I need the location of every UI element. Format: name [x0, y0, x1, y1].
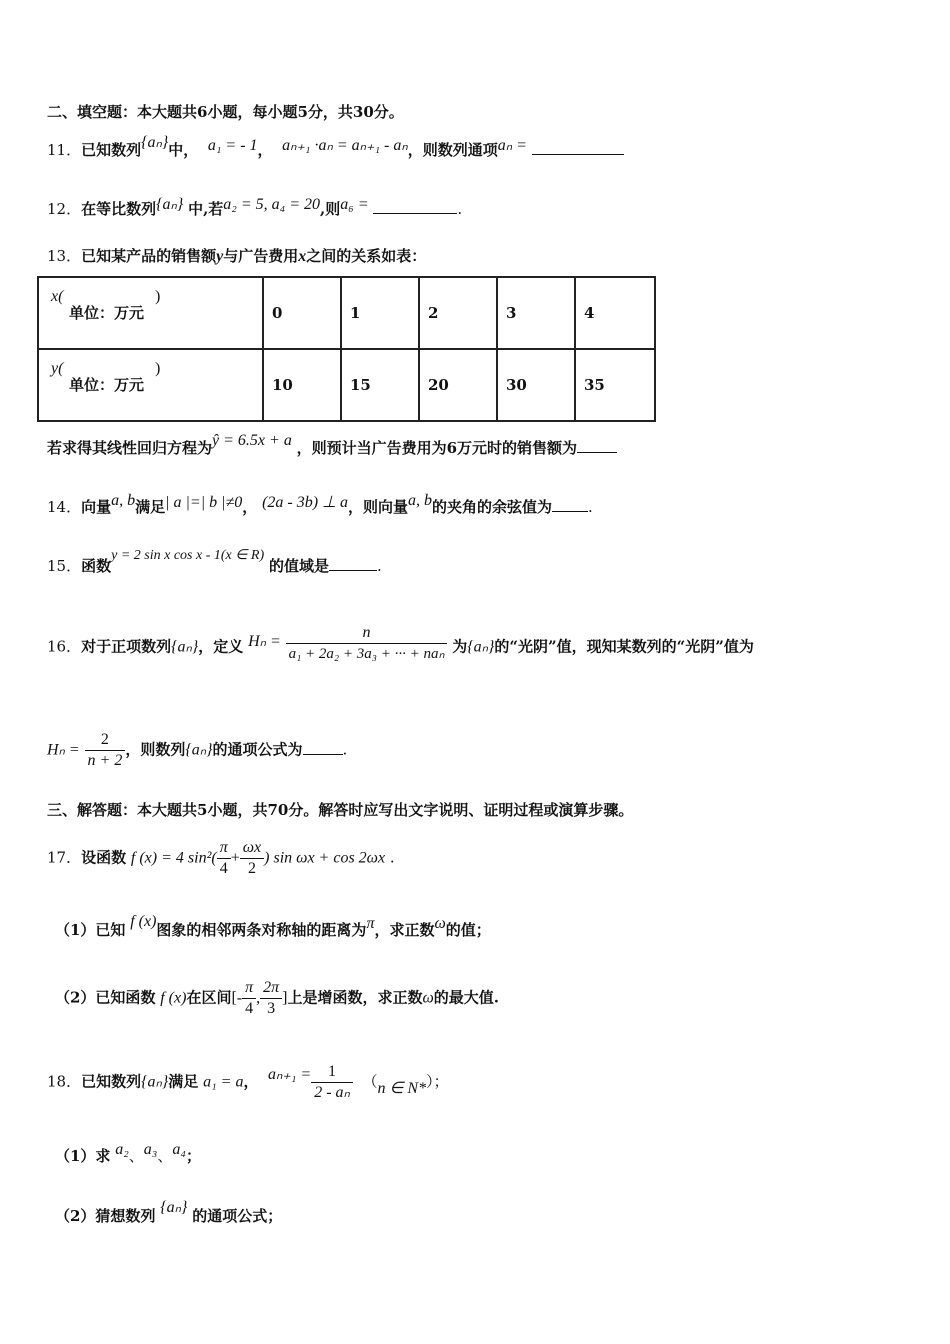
q17-1-text: 图象的相邻两条对称轴的距离为	[156, 921, 367, 939]
question-12	[47, 196, 463, 220]
fraction-pi-4	[217, 838, 231, 879]
q13-text: 之间的关系如表：	[306, 247, 427, 265]
a3: a₃	[143, 1141, 158, 1158]
table-cell: 10	[263, 349, 341, 421]
question-16	[47, 624, 754, 668]
fraction-numerator: 1	[311, 1062, 353, 1083]
question-13	[47, 246, 426, 267]
q11-text: ，	[257, 141, 273, 159]
section-2-heading: 二、填空题：本大题共6小题，每小题5分，共30分。	[47, 103, 404, 121]
paren-close: )	[155, 288, 161, 305]
pi: π	[366, 915, 375, 932]
q18-text: 已知数列	[81, 1072, 142, 1091]
question-14	[47, 492, 593, 518]
hn-fraction	[286, 623, 448, 664]
question-number: 17．	[47, 848, 82, 867]
answer-blank	[329, 556, 377, 571]
hn-label: Hₙ =	[47, 741, 80, 759]
q16-text: 对于正项数列	[81, 637, 172, 656]
part-label: （1）已知	[55, 921, 126, 939]
q14-text: 满足	[135, 498, 166, 516]
function-expr: ) sin ωx + cos 2ωx	[264, 849, 386, 867]
q17-period: .	[389, 848, 395, 867]
q16-text: ，定义	[198, 637, 244, 656]
fraction-numerator: n	[286, 623, 448, 644]
question-18-part-1	[55, 1141, 201, 1167]
fraction-pi-4	[242, 978, 256, 1019]
fraction-denominator: 4	[219, 860, 228, 877]
q13-var-y: y	[216, 248, 224, 265]
answer-blank	[552, 497, 588, 512]
fraction-denominator: 3	[267, 1000, 276, 1017]
q16b-period: .	[342, 740, 348, 759]
perpendicular-condition: (2a - 3b) ⊥ a	[262, 494, 349, 511]
omega: ω	[434, 915, 446, 932]
q11-text: ，则数列通项	[407, 141, 498, 159]
table-header-y	[38, 349, 263, 421]
magnitude-condition: | a |=| b |≠0	[165, 494, 243, 511]
hn-label: Hₙ =	[248, 632, 281, 650]
q14-text: 向量	[81, 498, 112, 516]
question-number: 11．	[47, 141, 82, 159]
question-number: 12．	[47, 200, 82, 218]
q18-text: ，	[243, 1072, 259, 1091]
table-cell: 20	[419, 349, 497, 421]
q16b-text: ，则数列	[125, 740, 186, 759]
answer-blank	[373, 199, 457, 214]
q18-2-text: 的通项公式；	[192, 1207, 283, 1225]
paren-close: ）；	[426, 1072, 449, 1091]
question-number: 13．	[47, 247, 82, 265]
var-label: x(	[51, 288, 64, 305]
question-18-part-2	[55, 1199, 283, 1227]
q14-text: ，则向量	[348, 498, 409, 516]
q17-1-text: ，求正数	[374, 921, 435, 939]
q12-text: 在等比数列	[81, 200, 157, 218]
q13b-text: 若求得其线性回归方程为	[47, 439, 213, 457]
table-cell: 15	[341, 349, 419, 421]
q11-recurrence: aₙ₊₁ ·aₙ = aₙ₊₁ - aₙ	[282, 137, 408, 154]
fraction-2pi-3	[260, 978, 282, 1019]
table-cell: 4	[575, 277, 655, 349]
table-cell: 35	[575, 349, 655, 421]
section-3-heading: 三、解答题：本大题共5小题，共70分。解答时应写出文字说明、证明过程或演算步骤。	[47, 801, 634, 819]
sequence: {aₙ}	[467, 638, 495, 656]
var-label: y(	[51, 360, 64, 377]
paren-close: )	[155, 360, 161, 377]
unit-label: 单位：万元	[69, 304, 145, 322]
q11-text: 中，	[168, 141, 199, 159]
q13-text: 与广告费用	[223, 247, 299, 265]
question-18	[47, 1062, 449, 1103]
question-number: 16．	[47, 637, 82, 656]
natural-number-condition: n ∈ N*	[377, 1079, 427, 1097]
sequence: {aₙ}	[141, 1073, 169, 1091]
question-16-given	[47, 730, 347, 771]
question-15	[47, 548, 382, 578]
fraction-denominator: 4	[245, 1000, 254, 1017]
question-number: 14．	[47, 498, 82, 516]
comma: ,	[256, 989, 261, 1007]
question-17-part-2	[55, 978, 499, 1019]
function-f: f (x)	[160, 989, 187, 1007]
q14-text: ，	[242, 498, 258, 516]
initial-value: a₁ = a	[203, 1073, 244, 1091]
function-expr: y = 2 sin x cos x - 1(x ∈ R)	[111, 548, 265, 563]
table-row-y	[38, 349, 655, 421]
fraction-numerator: π	[217, 838, 231, 859]
q11-an: aₙ =	[497, 137, 527, 154]
a2: a₂	[115, 1141, 129, 1158]
q13b-text: ，则预计当广告费用为6万元时的销售额为	[296, 439, 578, 457]
interval-close: ]	[282, 989, 288, 1007]
function-expr: f (x) = 4 sin²(	[130, 849, 217, 867]
omega: ω	[422, 989, 434, 1007]
q17-2-text: 上是增函数，求正数	[287, 988, 423, 1007]
recurrence-lhs: aₙ₊₁ =	[268, 1065, 312, 1083]
question-13-regression	[47, 432, 617, 459]
q14-text: 的夹角的余弦值为	[432, 498, 553, 516]
table-cell: 30	[497, 349, 575, 421]
q15-text: 的值域是	[268, 557, 329, 575]
regression-equation: ŷ = 6.5x + a	[212, 432, 292, 449]
fraction-numerator: 2	[85, 730, 126, 751]
fraction-denominator: 2	[247, 860, 256, 877]
q12-given: a₂ = 5, a₄ = 20	[223, 196, 321, 213]
sequence: {aₙ}	[171, 638, 199, 656]
q11-text: 已知数列	[81, 141, 142, 159]
q14-period: .	[588, 498, 593, 516]
sequence: {aₙ}	[185, 741, 213, 759]
q16-text: 的“光阴”值，现知某数列的“光阴”值为	[494, 637, 754, 656]
table-cell: 1	[341, 277, 419, 349]
answer-blank	[303, 740, 343, 755]
fraction-wx-2	[240, 838, 264, 879]
question-number: 18．	[47, 1072, 82, 1091]
function-f: f (x)	[130, 913, 157, 930]
q16b-text: 的通项公式为	[212, 740, 303, 759]
unit-label: 单位：万元	[69, 376, 145, 394]
a4: a₄	[172, 1141, 186, 1158]
fraction-numerator: 2π	[260, 978, 282, 999]
q17-1-text: 的值；	[445, 921, 491, 939]
q12-text: 中,若	[188, 200, 224, 218]
q15-period: .	[376, 557, 382, 575]
fraction-denominator: n + 2	[87, 752, 123, 769]
data-table	[37, 276, 656, 422]
q13-var-x: x	[298, 248, 307, 265]
q11-sequence: {aₙ}	[141, 134, 169, 151]
q17-2-text: 在区间	[186, 988, 232, 1007]
paren-open: （	[362, 1072, 378, 1091]
answer-blank	[532, 140, 624, 155]
sequence: {aₙ}	[160, 1199, 188, 1216]
recurrence-fraction	[311, 1062, 353, 1103]
table-cell: 3	[497, 277, 575, 349]
fraction-numerator: π	[242, 978, 256, 999]
vectors: a, b	[408, 492, 433, 509]
question-17-part-1	[55, 913, 491, 941]
part-label: （2）已知函数	[55, 988, 156, 1007]
q15-text: 函数	[81, 557, 112, 575]
fraction-denominator: a₁ + 2a₂ + 3a₃ + ··· + naₙ	[288, 646, 445, 662]
fraction-numerator: ωx	[240, 838, 264, 859]
q17-text: 设函数	[81, 848, 127, 867]
q18-1-text: ；	[185, 1147, 201, 1165]
q17-2-text: 的最大值.	[433, 988, 500, 1007]
q16-text: 为	[452, 637, 468, 656]
interval-open: [-	[231, 989, 243, 1007]
plus: +	[230, 849, 240, 867]
question-17	[47, 838, 395, 879]
separator: 、	[128, 1147, 144, 1165]
table-cell: 2	[419, 277, 497, 349]
q12-sequence: {aₙ}	[156, 196, 184, 213]
answer-blank	[577, 438, 617, 453]
table-row-x	[38, 277, 655, 349]
vectors: a, b	[111, 492, 136, 509]
part-label: （2）猜想数列	[55, 1207, 156, 1225]
q12-a6: a₆ =	[340, 196, 369, 213]
q12-period: .	[457, 200, 463, 218]
q18-text: 满足	[168, 1072, 199, 1091]
q13-text: 已知某产品的销售额	[81, 247, 217, 265]
table-cell: 0	[263, 277, 341, 349]
separator: 、	[157, 1147, 173, 1165]
q12-text: ,则	[320, 200, 341, 218]
question-number: 15．	[47, 557, 82, 575]
table-header-x	[38, 277, 263, 349]
part-label: （1）求	[55, 1147, 111, 1165]
q11-initial: a₁ = - 1	[207, 137, 258, 154]
hn-given-fraction	[85, 730, 126, 771]
question-11	[47, 134, 624, 161]
fraction-denominator: 2 - aₙ	[314, 1084, 350, 1101]
